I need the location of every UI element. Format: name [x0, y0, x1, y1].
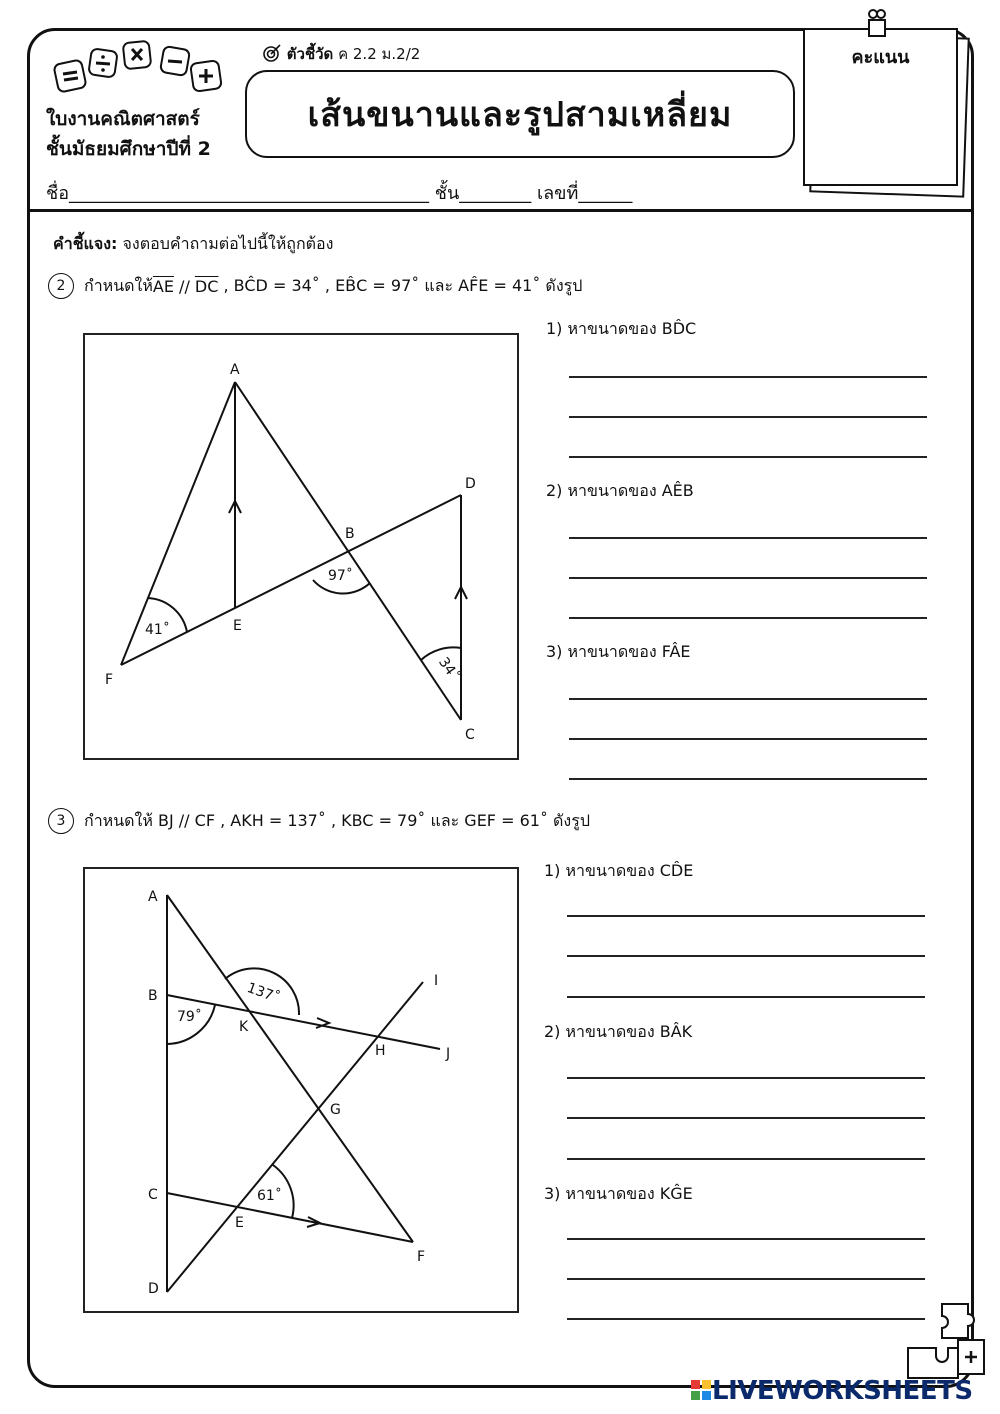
figure-q3 — [83, 867, 519, 1313]
answer-line[interactable] — [567, 1238, 925, 1240]
point-label: C — [465, 727, 475, 743]
binder-clip-icon — [866, 8, 888, 38]
brand-name: LIVEWORKSHEETS — [712, 1376, 973, 1406]
answer-line[interactable] — [569, 778, 927, 780]
indicator-code: ค 2.2 ม.2/2 — [338, 45, 421, 63]
parallel-symbol: // — [173, 276, 195, 296]
point-label: C — [148, 1187, 158, 1203]
point-label: K — [239, 1019, 249, 1035]
point-label: D — [148, 1281, 159, 1297]
question-number: 2 — [48, 273, 74, 299]
doc-type: ใบงานคณิตศาสตร์ — [46, 108, 200, 130]
angle-label: 34˚ — [435, 654, 463, 685]
angle-label: 61˚ — [257, 1188, 282, 1204]
point-label: I — [434, 973, 439, 989]
answer-line[interactable] — [567, 1318, 925, 1320]
answer-line[interactable] — [569, 698, 927, 700]
angle-label: 137˚ — [244, 979, 282, 1007]
answer-line[interactable] — [567, 1278, 925, 1280]
question-2-given — [48, 273, 582, 299]
grade-level: ชั้นมัธยมศึกษาปีที่ 2 — [46, 138, 211, 160]
segment-ae: $\overline{AE}$ — [152, 276, 174, 296]
answer-line[interactable] — [567, 996, 925, 998]
question-2-1: 1) หาขนาดของ BD̂C — [546, 319, 697, 338]
figure-q2 — [83, 333, 519, 760]
question-2-2: 2) หาขนาดของ AÊB — [546, 481, 694, 500]
worksheet-title: เส้นขนานและรูปสามเหลี่ยม — [307, 95, 733, 135]
math-dice-icon — [52, 40, 232, 100]
title-box — [245, 70, 795, 158]
segment-dc: $\overline{DC}$ — [194, 276, 219, 296]
header-divider — [27, 209, 974, 212]
liveworksheets-brand[interactable] — [690, 1376, 973, 1406]
question-number: 3 — [48, 808, 74, 834]
answer-line[interactable] — [567, 1158, 925, 1160]
answer-line[interactable] — [569, 577, 927, 579]
indicator — [262, 42, 420, 66]
instruction-text: จงตอบคำถามต่อไปนี้ให้ถูกต้อง — [117, 234, 334, 253]
answer-line[interactable] — [567, 915, 925, 917]
question-3-given — [48, 808, 590, 834]
line-fd — [121, 495, 461, 665]
line-di — [167, 982, 426, 1292]
point-label: B — [345, 526, 355, 542]
point-label: J — [446, 1046, 451, 1062]
student-info-row[interactable]: ชื่อ________________________________________ ชั้น________ เลขที่______ — [46, 183, 633, 204]
indicator-label: ตัวชี้วัด — [286, 45, 334, 63]
angle-label: 41˚ — [145, 622, 170, 638]
point-label: B — [148, 988, 158, 1004]
point-label: A — [230, 362, 240, 378]
answer-line[interactable] — [569, 537, 927, 539]
given-text: กำหนดให้ BJ // CF , AKH = 137˚ , KBC = 79˚ และ GEF = 61˚ ดังรูป — [84, 810, 590, 830]
target-icon — [262, 44, 282, 62]
line-af — [167, 895, 413, 1242]
question-3-3: 3) หาขนาดของ KĜE — [544, 1184, 693, 1203]
line-cf — [167, 1193, 413, 1242]
point-label: G — [330, 1102, 341, 1118]
point-label: E — [235, 1215, 244, 1231]
answer-line[interactable] — [569, 416, 927, 418]
puzzle-piece-icon — [904, 1300, 988, 1382]
answer-line[interactable] — [569, 738, 927, 740]
question-2-3: 3) หาขนาดของ FÂE — [546, 642, 691, 661]
angle-arc — [421, 647, 461, 660]
document-heading — [46, 104, 211, 164]
point-label: A — [148, 889, 158, 905]
instruction-label: คำชี้แจง: — [53, 234, 118, 253]
point-label: F — [417, 1249, 426, 1265]
question-3-1: 1) หาขนาดของ CD̂E — [544, 861, 694, 880]
answer-line[interactable] — [567, 1117, 925, 1119]
angle-label: 97˚ — [328, 568, 353, 584]
answer-line[interactable] — [569, 456, 927, 458]
question-3-2: 2) หาขนาดของ BÂK — [544, 1022, 693, 1041]
given-rest: , BĈD = 34˚ , EB̂C = 97˚ และ AF̂E = 41˚ ดังรูป — [218, 275, 583, 295]
line-af — [121, 382, 235, 665]
point-label: E — [233, 618, 242, 634]
angle-label: 79˚ — [177, 1009, 202, 1025]
given-prefix: กำหนดให้ — [84, 275, 153, 295]
answer-line[interactable] — [567, 1077, 925, 1079]
instruction — [53, 232, 333, 257]
answer-line[interactable] — [569, 376, 927, 378]
point-label: D — [465, 476, 476, 492]
score-label: คะแนน — [851, 47, 910, 68]
answer-line[interactable] — [567, 955, 925, 957]
answer-line[interactable] — [569, 617, 927, 619]
point-label: H — [375, 1043, 386, 1059]
liveworksheets-logo-icon — [690, 1379, 712, 1401]
point-label: F — [105, 672, 114, 688]
